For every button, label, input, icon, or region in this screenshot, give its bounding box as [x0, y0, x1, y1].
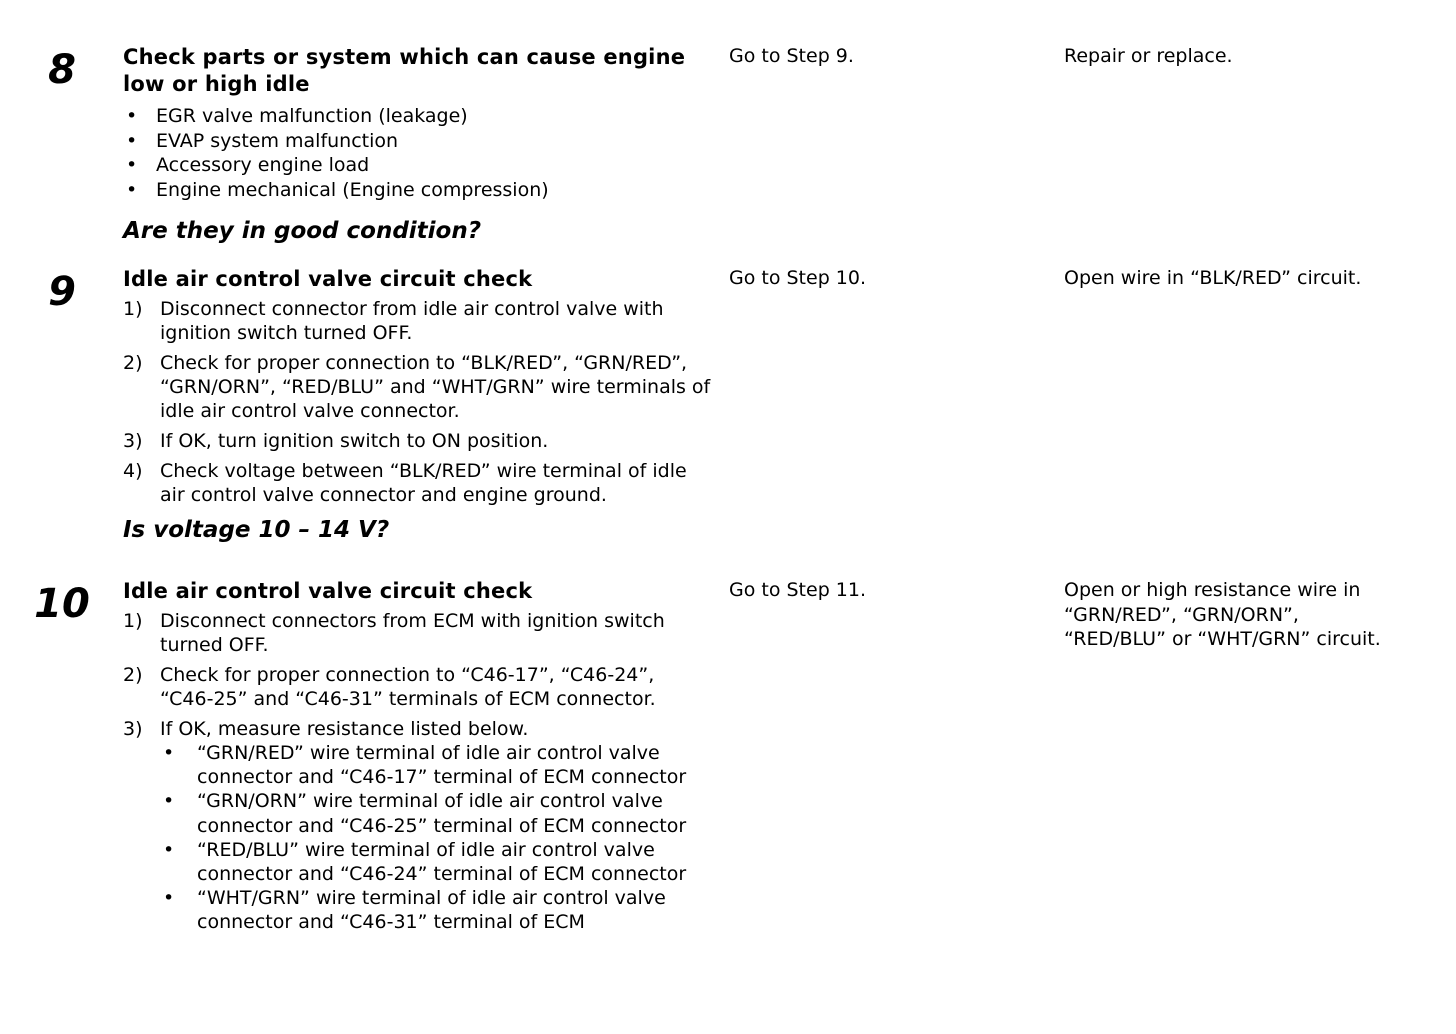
item-marker: 2)	[123, 663, 143, 686]
list-item	[123, 429, 713, 453]
item-marker: 3)	[123, 430, 143, 453]
list-item: • “GRN/ORN” wire terminal of idle air control valve connector and “C46-25” terminal of ECM connector	[160, 789, 713, 837]
step-action	[123, 578, 713, 940]
item-marker: 1)	[123, 298, 143, 320]
step-question: Is voltage 10 – 14 V?	[123, 517, 390, 544]
step-number: 8	[48, 47, 76, 93]
item-marker: 4)	[123, 459, 143, 482]
step-title: Idle air control valve circuit check	[123, 267, 533, 291]
list-item: • EGR valve malfunction (leakage)	[123, 104, 713, 129]
list-item: • “GRN/RED” wire terminal of idle air control valve connector and “C46-17” terminal of ECM connector	[160, 741, 713, 789]
procedure-list	[123, 609, 713, 935]
step-title: Idle air control valve circuit check	[123, 579, 533, 603]
step-title: Check parts or system which can cause engine low or high idle	[123, 45, 686, 96]
step-question: Are they in good condition?	[123, 218, 482, 244]
list-item	[123, 351, 713, 424]
step-no-result: Repair or replace.	[1064, 45, 1233, 67]
list-item: • Accessory engine load	[123, 153, 713, 178]
item-text: If OK, turn ignition switch to ON position.	[160, 430, 549, 453]
item-text: Disconnect connectors from ECM with ignition switch turned OFF.	[160, 610, 665, 657]
item-text: Check for proper connection to “BLK/RED”, “GRN/RED”, “GRN/ORN”, “RED/BLU” and “WHT/GRN” wire terminals of idle air control valve connector.	[160, 351, 711, 423]
procedure-list	[123, 297, 713, 507]
item-text: Check voltage between “BLK/RED” wire terminal of idle air control valve connector and engine ground.	[160, 459, 687, 506]
list-item	[123, 717, 713, 935]
item-text: If OK, measure resistance listed below.	[160, 717, 529, 740]
list-item: • “WHT/GRN” wire terminal of idle air control valve connector and “C46-31” terminal of ECM	[160, 886, 713, 934]
step-no-result: Open or high resistance wire in “GRN/RED”, “GRN/ORN”, “RED/BLU” or “WHT/GRN” circuit.	[1064, 579, 1381, 650]
list-item	[123, 459, 713, 507]
item-text: Disconnect connector from idle air control valve with ignition switch turned OFF.	[160, 298, 664, 345]
step-yes-result: Go to Step 9.	[729, 45, 854, 67]
item-marker: 2)	[123, 351, 143, 374]
item-marker: 3)	[123, 717, 143, 740]
step-number: 10	[34, 581, 90, 627]
step-yes-result: Go to Step 10.	[729, 267, 867, 289]
step-number: 9	[48, 269, 76, 315]
item-text: Check for proper connection to “C46-17”, “C46-24”, “C46-25” and “C46-31” terminals of ECM connector.	[160, 663, 656, 711]
step-action	[123, 266, 713, 544]
list-item	[123, 297, 713, 345]
step-action	[123, 44, 713, 245]
list-item: • EVAP system malfunction	[123, 129, 713, 154]
list-item: • “RED/BLU” wire terminal of idle air control valve connector and “C46-24” terminal of ECM connector	[160, 838, 713, 886]
resistance-list	[160, 741, 713, 935]
check-list	[123, 104, 713, 202]
list-item	[123, 609, 713, 657]
list-item	[123, 663, 713, 711]
item-marker: 1)	[123, 610, 143, 632]
step-no-result: Open wire in “BLK/RED” circuit.	[1064, 267, 1362, 289]
list-item: • Engine mechanical (Engine compression)	[123, 178, 713, 203]
step-yes-result: Go to Step 11.	[729, 579, 867, 601]
